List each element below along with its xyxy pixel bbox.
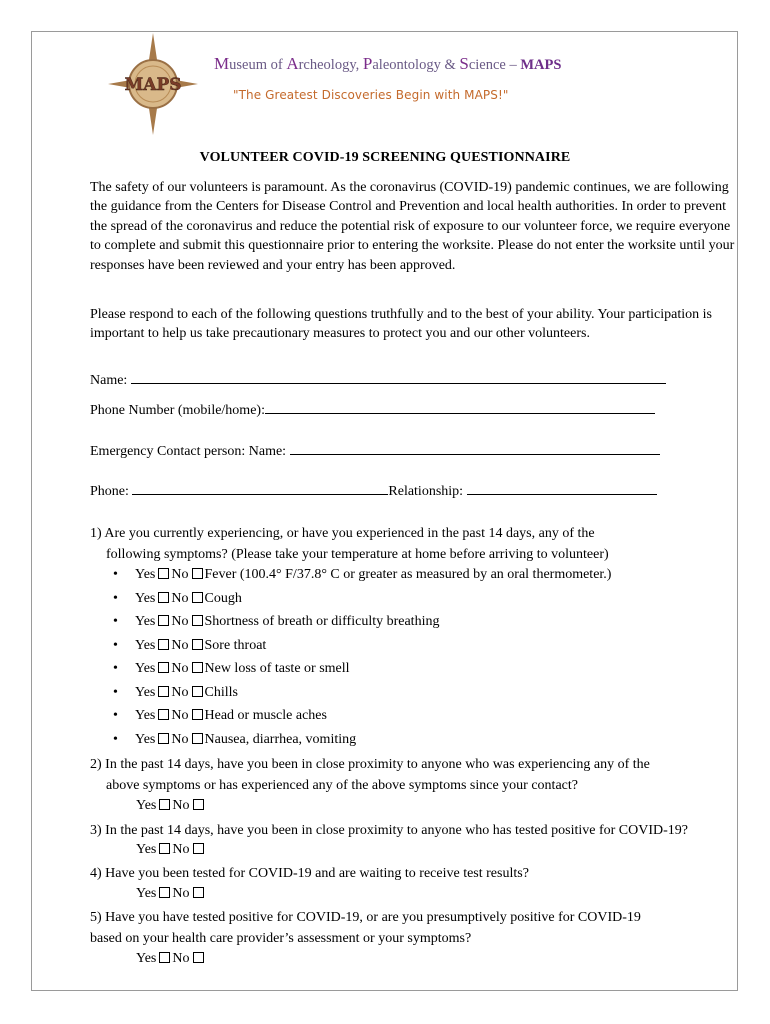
symptom-row [113,685,238,701]
logo-text: MAPS [124,75,182,95]
yes-checkbox[interactable] [159,887,170,898]
symptom-row [113,567,611,583]
no-label: No [171,567,189,582]
question-4-line-1: 4) Have you been tested for COVID-19 and are waiting to receive test results? [90,866,529,881]
symptom-row [113,614,439,630]
no-label: No [172,798,190,813]
no-checkbox[interactable] [193,952,204,963]
org-name-word: cience – [468,57,521,73]
yes-label: Yes [135,708,156,723]
symptom-label: Sore throat [204,637,267,653]
org-name-capital: M [214,54,230,73]
no-checkbox[interactable] [192,615,203,626]
yes-checkbox[interactable] [158,568,169,579]
name-field-row [90,371,666,389]
bullet-icon: • [113,637,118,653]
no-checkbox[interactable] [192,662,203,673]
bullet-icon: • [113,708,118,723]
question-3 [90,820,688,841]
name-label: Name: [90,373,128,388]
symptom-row [113,638,266,654]
symptom-row [113,708,327,724]
bullet-icon: • [113,567,118,582]
tagline: "The Greatest Discoveries Begin with MAPS!" [233,88,509,102]
no-checkbox[interactable] [192,639,203,650]
no-label: No [172,842,190,857]
symptom-row [113,591,242,607]
phone-input-line[interactable] [132,482,388,495]
yes-label: Yes [135,731,156,747]
question-1-line-1: 1) Are you currently experiencing, or have you experienced in the past 14 days, any of the [90,526,595,541]
name-input-line[interactable] [131,371,666,384]
yes-label: Yes [136,886,157,901]
yes-label: Yes [135,637,156,653]
phone-number-input-line[interactable] [265,401,655,414]
yes-checkbox[interactable] [158,615,169,626]
no-checkbox[interactable] [192,568,203,579]
org-name [214,54,561,74]
symptom-label: Head or muscle aches [204,708,327,723]
question-2 [90,754,650,796]
symptom-label: Shortness of breath or difficulty breathing [204,614,440,629]
emergency-contact-input-line[interactable] [290,442,660,455]
yes-label: Yes [136,798,157,813]
no-checkbox[interactable] [192,592,203,603]
question-1-line-2: following symptoms? (Please take your temperature at home before arriving to volunteer) [106,547,609,562]
yes-label: Yes [135,684,156,700]
no-checkbox[interactable] [193,799,204,810]
question-3-answer [136,842,206,858]
no-label: No [171,684,189,700]
yes-label: Yes [135,614,156,629]
yes-label: Yes [136,842,157,857]
no-label: No [171,661,189,676]
relationship-input-line[interactable] [467,482,657,495]
intro-paragraph-1: The safety of our volunteers is paramount. As the coronavirus (COVID-19) pandemic continues, we are following the guidance from the Centers for Disease Control and Prevention and local health authorities. In order to prevent the spread of the coronavirus and reduce the potential risk of exposure to our volunteer force, we require everyone to complete and submit this questionnaire prior to entering the worksite. Please do not enter the worksite until your responses have been reviewed and your entry has been approved. [90,180,735,273]
question-2-line-2: above symptoms or has experienced any of the above symptoms since your contact? [106,778,578,793]
yes-checkbox[interactable] [159,952,170,963]
question-5 [90,907,641,949]
no-label: No [171,731,189,747]
org-name-capital: S [459,54,469,73]
org-name-capital: P [362,54,373,73]
no-label: No [171,708,189,723]
question-4-answer [136,886,206,902]
no-checkbox[interactable] [192,686,203,697]
maps-logo [108,33,198,135]
symptom-label: Cough [204,590,242,606]
symptom-row [113,732,356,748]
phone-number-label: Phone Number (mobile/home): [90,403,265,418]
yes-label: Yes [136,951,157,966]
yes-label: Yes [135,590,156,606]
document-title: VOLUNTEER COVID-19 SCREENING QUESTIONNAIRE [199,150,571,165]
yes-checkbox[interactable] [158,639,169,650]
yes-checkbox[interactable] [158,733,169,744]
relationship-label: Relationship: [388,484,464,499]
symptom-label: New loss of taste or smell [204,661,350,676]
question-1 [90,523,609,565]
yes-checkbox[interactable] [158,662,169,673]
phone-label: Phone: [90,484,129,499]
no-checkbox[interactable] [193,843,204,854]
no-label: No [171,614,189,629]
org-name-word: aleontology & [372,57,460,73]
question-5-line-1: 5) Have you have tested positive for COVID-19, or are you presumptively positive for COVID-19 [90,910,641,925]
org-name-parts [214,54,521,73]
question-2-answer [136,798,206,814]
yes-checkbox[interactable] [158,592,169,603]
yes-label: Yes [135,567,156,582]
bullet-icon: • [113,590,118,606]
no-label: No [172,951,190,966]
yes-checkbox[interactable] [159,843,170,854]
symptom-row [113,661,350,677]
symptom-label: Nausea, diarrhea, vomiting [204,731,357,747]
bullet-icon: • [113,661,118,676]
yes-checkbox[interactable] [159,799,170,810]
org-abbrev: MAPS [520,57,562,73]
no-checkbox[interactable] [192,733,203,744]
emergency-contact-label: Emergency Contact person: Name: [90,444,287,459]
org-name-word: rcheology, [298,57,363,73]
no-checkbox[interactable] [192,709,203,720]
bullet-icon: • [113,684,118,700]
org-name-word: useum of [229,57,287,73]
intro-paragraph-2: Please respond to each of the following questions truthfully and to the best of your ability. Your participation is important to help us take precautionary measures to protect you and our other volunteers. [90,307,712,342]
bullet-icon: • [113,731,118,747]
bullet-icon: • [113,614,118,629]
symptom-label: Chills [204,684,238,700]
yes-label: Yes [135,661,156,676]
yes-checkbox[interactable] [158,709,169,720]
no-label: No [171,590,189,606]
symptom-label: Fever (100.4° F/37.8° C or greater as measured by an oral thermometer.) [204,567,612,582]
question-3-line-1: 3) In the past 14 days, have you been in close proximity to anyone who has tested positive for COVID-19? [90,823,688,838]
no-label: No [171,637,189,653]
no-label: No [172,886,190,901]
yes-checkbox[interactable] [158,686,169,697]
question-4 [90,863,529,884]
question-5-line-2: based on your health care provider’s assessment or your symptoms? [90,931,472,946]
question-5-answer [136,951,206,967]
phone-number-field-row [90,401,655,419]
emergency-contact-field-row [90,442,660,460]
no-checkbox[interactable] [193,887,204,898]
question-2-line-1: 2) In the past 14 days, have you been in close proximity to anyone who was experiencing any of the [90,757,650,772]
phone-relationship-row [90,482,657,500]
org-name-capital: A [286,54,299,73]
